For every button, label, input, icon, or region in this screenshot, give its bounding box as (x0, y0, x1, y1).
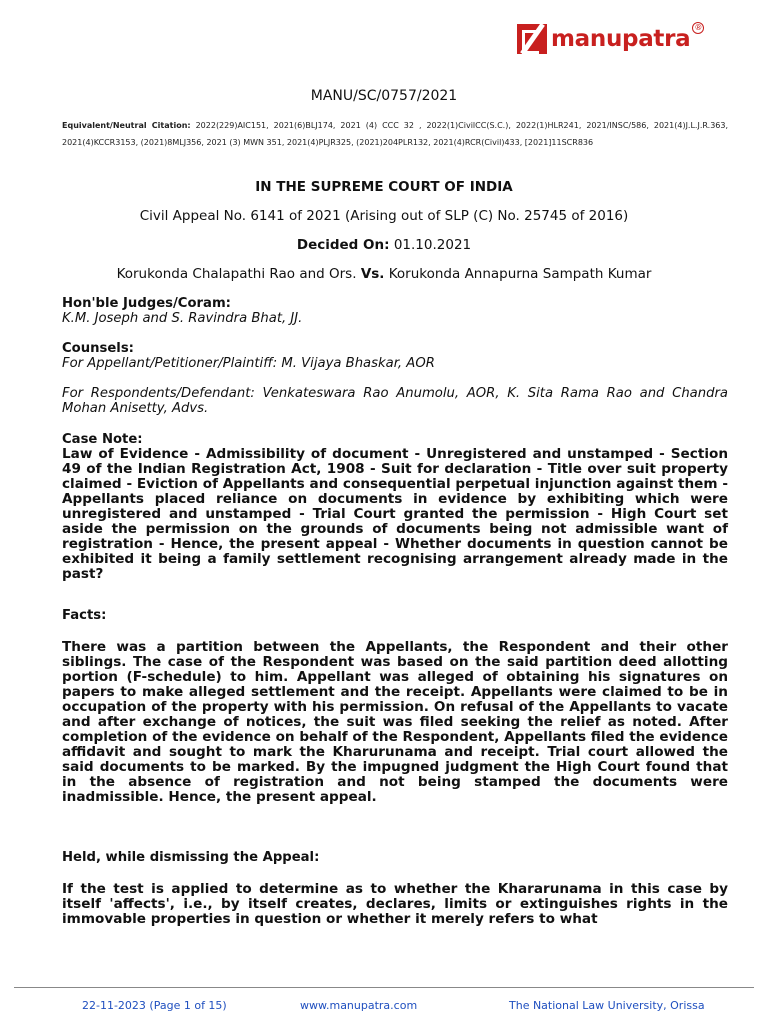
manupatra-logo-icon (517, 24, 547, 54)
case-note-section (62, 432, 728, 582)
manupatra-logo (517, 22, 703, 56)
registered-icon: ® (694, 23, 703, 32)
case-note-heading: Case Note: (62, 432, 143, 447)
judges-section (62, 296, 728, 326)
counsel-appellant: For Appellant/Petitioner/Plaintiff: M. Vijaya Bhaskar, AOR (62, 356, 435, 371)
equivalent-citation (62, 117, 728, 151)
brand-name: manupatra (551, 26, 691, 52)
held-text: If the test is applied to determine as to whether the Khararunama in this case by itself 'affects', i.e., by itself creates, declares, limits or extinguishes rights in the immovable properties in question or whether it merely refers to what (62, 881, 728, 927)
footer-website-link[interactable]: www.manupatra.com (300, 999, 418, 1012)
counsels-section (62, 341, 728, 371)
decided-on (0, 237, 768, 253)
court-name: IN THE SUPREME COURT OF INDIA (255, 179, 513, 195)
manu-citation-id: MANU/SC/0757/2021 (310, 88, 458, 104)
counsels-heading: Counsels: (62, 341, 134, 356)
parties (0, 266, 768, 282)
case-note-text: Law of Evidence - Admissibility of document - Unregistered and unstamped - Section 49 of the Indian Registration Act, 1908 - Suit for declaration - Title over suit property claimed - Eviction of Appellants and consequential perpetual injunction against them - Appellants placed reliance on documents in evidence by exhibiting which were unregistered and unstamped - Trial Court granted the permission - High Court set aside the permission on the grounds of documents being not admissible want of registration - Hence, the present appeal - Whether documents in question cannot be exhibited it being a family settlement recognising arrangement already made in the past? (62, 446, 728, 582)
decided-date: 01.10.2021 (393, 237, 472, 253)
versus: Vs. (360, 266, 385, 282)
appellant-party: Korukonda Chalapathi Rao and Ors. (116, 266, 357, 282)
footer-institution: The National Law University, Orissa (509, 999, 705, 1012)
judges-heading: Hon'ble Judges/Coram: (62, 296, 231, 311)
footer-divider (14, 987, 754, 988)
counsel-respondent: For Respondents/Defendant: Venkateswara Rao Anumolu, AOR, K. Sita Rama Rao and Chandra Mohan Anisetty, Advs. (62, 386, 728, 416)
citation-text: 2022(229)AIC151, 2021(6)BLJ174, 2021 (4) CCC 32 , 2022(1)CivilCC(S.C.), 2022(1)HLR241, 2021/INSC/586, 2021(4)J.L.J.R.363, 2021(4)KCCR3153, (2021)8MLJ356, 2021 (3) MWN 351, 2021(4)PLJR325, (2021)204PLR132, 2021(4)RCR(Civil)433, [2021]11SCR836 (62, 121, 729, 147)
held-heading: Held, while dismissing the Appeal: (62, 850, 320, 865)
decided-label: Decided On: (296, 237, 390, 253)
respondent-party: Korukonda Annapurna Sampath Kumar (388, 266, 652, 282)
footer-page-info: 22-11-2023 (Page 1 of 15) (82, 999, 227, 1012)
facts-heading: Facts: (62, 608, 107, 623)
citation-label: Equivalent/Neutral Citation: (62, 121, 191, 130)
facts-text: There was a partition between the Appellants, the Respondent and their other siblings. The case of the Respondent was based on the said partition deed allotting portion (F-schedule) to him. Appellant was alleged of obtaining his signatures on papers to make alleged settlement and the receipt. Appellants were claimed to be in occupation of the property with his permission. On refusal of the Appellants to vacate and after exchange of notices, the suit was filed seeking the relief as noted. After completion of the evidence on behalf of the Respondent, Appellants filed the evidence affidavit and sought to mark the Kharurunama and receipt. Trial court allowed the said documents to be marked. By the impugned judgment the High Court found that in the absence of registration and not being stamped the documents were inadmissible. Hence, the present appeal. (62, 639, 728, 805)
judges-names: K.M. Joseph and S. Ravindra Bhat, JJ. (62, 311, 303, 326)
case-number: Civil Appeal No. 6141 of 2021 (Arising out of SLP (C) No. 25745 of 2016) (139, 208, 629, 224)
